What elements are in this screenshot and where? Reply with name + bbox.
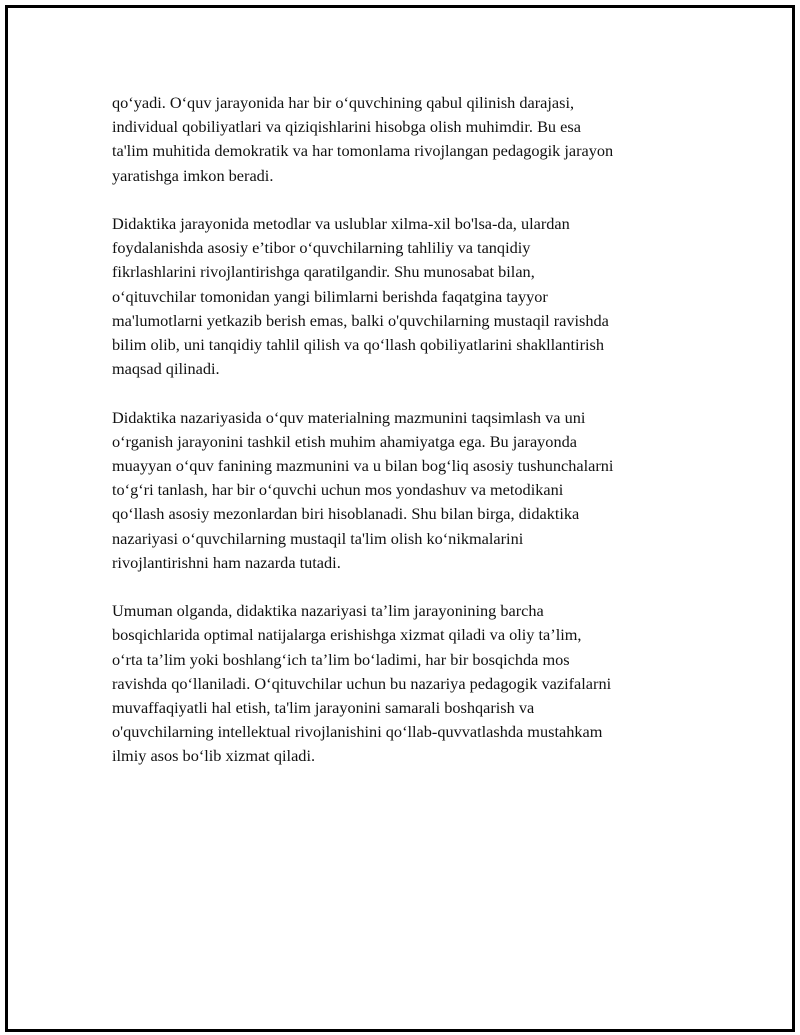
text-line: nazariyasi o‘quvchilarning mustaqil ta'lim olish ko‘nikmalarini bbox=[112, 528, 524, 548]
text-line: maqsad qilinadi. bbox=[112, 359, 220, 379]
text-line: qo‘yadi. O‘quv jarayonida har bir o‘quvchining qabul qilinish darajasi, bbox=[112, 93, 575, 112]
text-line: Umuman olganda, didaktika nazariyasi ta’lim jarayonining barcha bbox=[112, 601, 544, 621]
text-line: o‘qituvchilar tomonidan yangi bilimlarni berishda faqatgina tayyor bbox=[112, 286, 548, 306]
text-line: ravishda qo‘llaniladi. O‘qituvchilar uchun bu nazariya pedagogik vazifalarni bbox=[112, 673, 612, 693]
text-line: rivojlantirishni ham nazarda tutadi. bbox=[112, 552, 341, 572]
document-body bbox=[112, 91, 702, 793]
text-line: individual qobiliyatlari va qiziqishlarini hisobga olish muhimdir. Bu esa bbox=[112, 117, 581, 137]
text-line: ma'lumotlarni yetkazib berish emas, balki o'quvchilarning mustaqil ravishda bbox=[112, 310, 609, 330]
paragraph-3 bbox=[112, 406, 702, 575]
text-line: muvaffaqiyatli hal etish, ta'lim jarayonini samarali boshqarish va bbox=[112, 698, 535, 718]
text-line: foydalanishda asosiy e’tibor o‘quvchilarning tahliliy va tanqidiy bbox=[112, 238, 531, 258]
paragraph-1 bbox=[112, 91, 702, 188]
text-line: ilmiy asos bo‘lib xizmat qiladi. bbox=[112, 746, 316, 766]
text-line: to‘g‘ri tanlash, har bir o‘quvchi uchun mos yondashuv va metodikani bbox=[112, 480, 564, 500]
text-line: Didaktika nazariyasida o‘quv materialning mazmunini taqsimlash va uni bbox=[112, 407, 586, 427]
paragraph-4 bbox=[112, 599, 702, 768]
text-line: o'quvchilarning intellektual rivojlanishini qo‘llab-quvvatlashda mustahkam bbox=[112, 722, 603, 742]
text-line: ta'lim muhitida demokratik va har tomonlama rivojlangan pedagogik jarayon bbox=[112, 141, 614, 161]
text-line: yaratishga imkon beradi. bbox=[112, 165, 274, 185]
paragraph-2 bbox=[112, 212, 702, 381]
text-line: muayyan o‘quv fanining mazmunini va u bilan bog‘liq asosiy tushunchalarni bbox=[112, 456, 614, 476]
text-line: o‘rta ta’lim yoki boshlang‘ich ta’lim bo‘ladimi, har bir bosqichda mos bbox=[112, 649, 570, 669]
text-line: qo‘llash asosiy mezonlardan biri hisoblanadi. Shu bilan birga, didaktika bbox=[112, 504, 580, 524]
text-line: bosqichlarida optimal natijalarga erishishga xizmat qiladi va oliy ta’lim, bbox=[112, 625, 582, 645]
text-line: bilim olib, uni tanqidiy tahlil qilish va qo‘llash qobiliyatlarini shakllantirish bbox=[112, 335, 605, 355]
text-line: fikrlashlarini rivojlantirishga qaratilgandir. Shu munosabat bilan, bbox=[112, 262, 535, 282]
text-line: o‘rganish jarayonini tashkil etish muhim ahamiyatga ega. Bu jarayonda bbox=[112, 431, 577, 451]
text-line: Didaktika jarayonida metodlar va uslublar xilma-xil bo'lsa-da, ulardan bbox=[112, 214, 570, 233]
